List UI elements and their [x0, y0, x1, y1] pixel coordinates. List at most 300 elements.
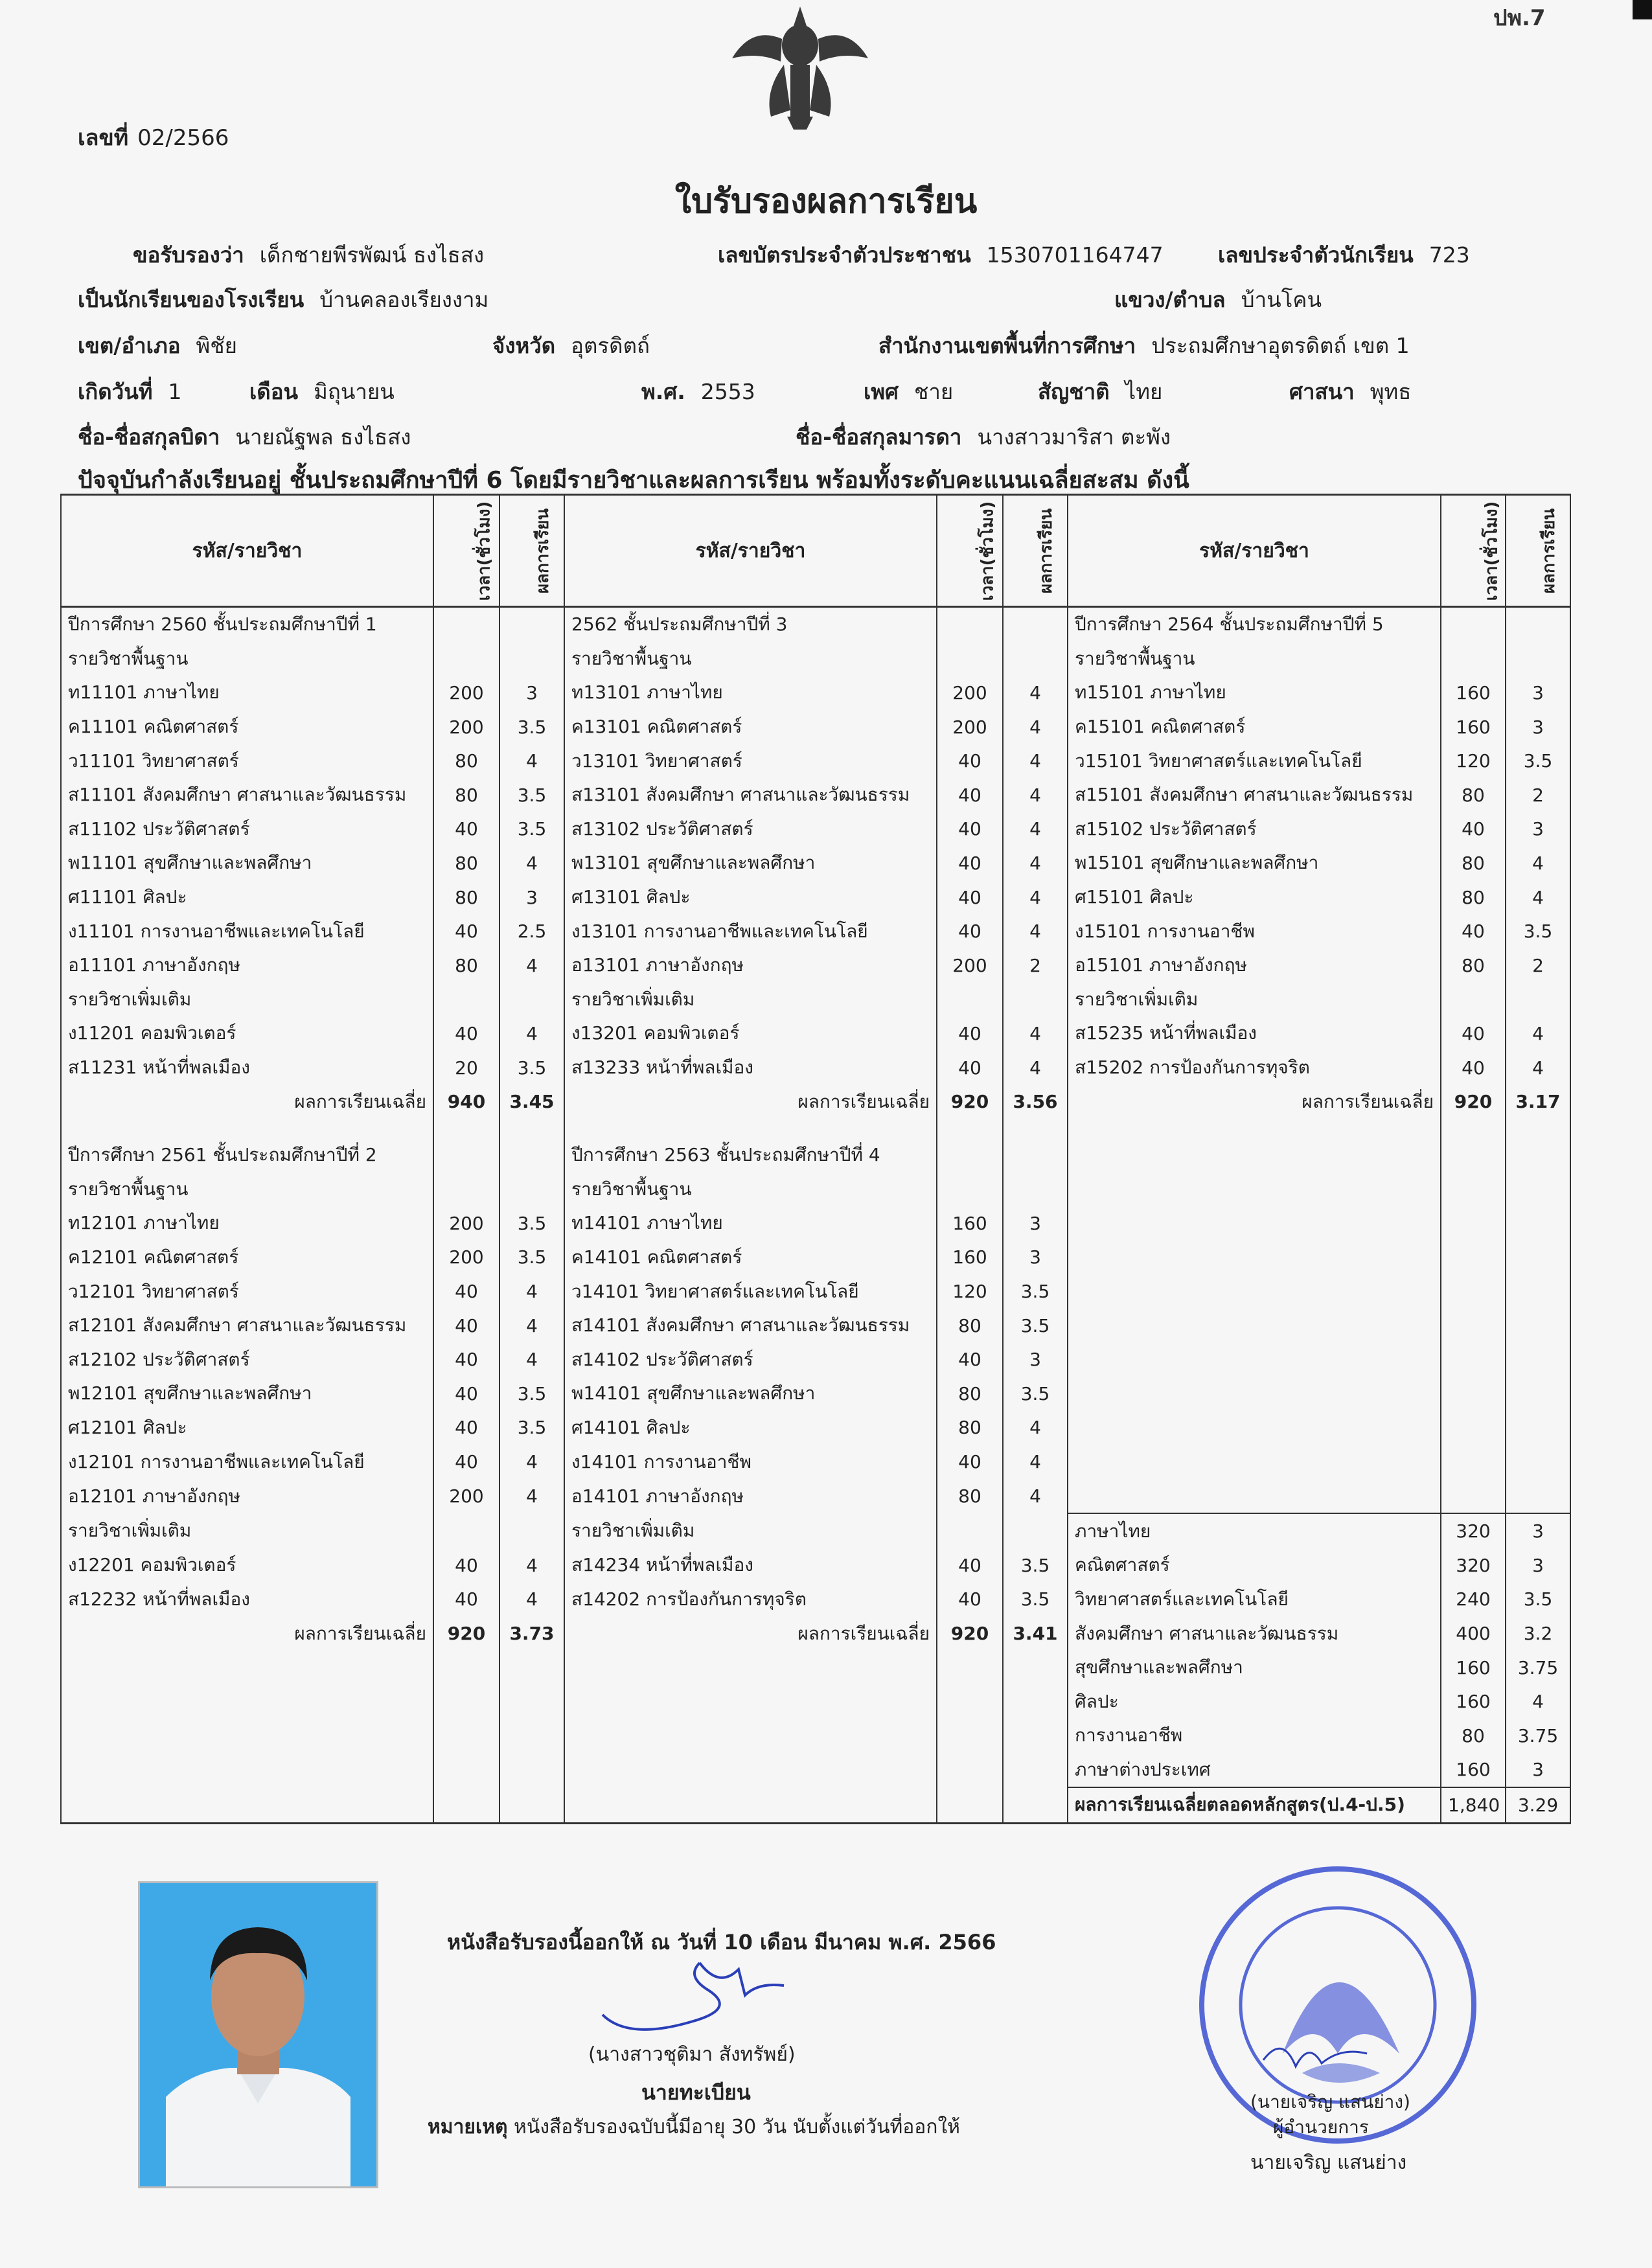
subject-cell: ส13233 หน้าที่พลเมือง: [564, 1051, 937, 1085]
subject-cell: ง11201 คอมพิวเตอร์: [61, 1016, 433, 1051]
table-row: [61, 710, 1570, 744]
sex-value: ชาย: [913, 379, 954, 404]
grade-cell: 4: [499, 1274, 564, 1309]
hours-cell: 200: [433, 710, 499, 744]
mother-value: นางสาวมาริสา ตะพัง: [977, 424, 1171, 450]
nationality-value: ไทย: [1125, 379, 1163, 404]
empty-cell: [1441, 1445, 1506, 1479]
subject-cell: ส14101 สังคมศึกษา ศาสนาและวัฒนธรรม: [564, 1309, 937, 1343]
student-name: เด็กชายพีรพัฒน์ ธงไธสง: [259, 242, 485, 268]
subject-cell: อ13101 ภาษาอังกฤษ: [564, 948, 937, 983]
hours-cell: 120: [1441, 744, 1506, 778]
subject-cell: อ14101 ภาษาอังกฤษ: [564, 1479, 937, 1514]
registrar-name: (นางสาวชุติมา สังทรัพย์): [588, 2043, 796, 2066]
subject-cell: ค11101 คณิตศาสตร์: [61, 710, 433, 744]
edu-office-label: สำนักงานเขตพื้นที่การศึกษา: [878, 333, 1136, 358]
hours-cell: 40: [433, 1309, 499, 1343]
empty-cell: [937, 1684, 1003, 1719]
table-row: [61, 1173, 1570, 1207]
subject-cell: พ13101 สุขศึกษาและพลศึกษา: [564, 846, 937, 880]
birth-year-value: 2553: [700, 379, 755, 404]
table-row: [61, 1241, 1570, 1275]
hours-cell: 80: [937, 1309, 1003, 1343]
empty-cell: [433, 1753, 499, 1788]
registrar-title: นายทะเบียน: [641, 2080, 751, 2105]
table-row: [61, 1753, 1570, 1788]
empty-cell: [1441, 1411, 1506, 1445]
edu-office-value: ประถมศึกษาอุตรดิตถ์ เขต 1: [1151, 333, 1410, 358]
subject-cell: รายวิชาเพิ่มเติม: [61, 1513, 433, 1548]
total-hours: 920: [937, 1084, 1003, 1119]
grade-cell: 3.5: [1003, 1309, 1068, 1343]
hours-cell: 80: [433, 744, 499, 778]
director-printed-name: นายเจริญ แสนย่าง: [1250, 2151, 1407, 2174]
edu-office-field: [878, 328, 1410, 363]
subject-cell: ท15101 ภาษาไทย: [1068, 676, 1441, 710]
nationality-field: [1038, 374, 1162, 409]
subject-cell: ท11101 ภาษาไทย: [61, 676, 433, 710]
subject-cell: รายวิชาเพิ่มเติม: [1068, 983, 1441, 1017]
table-row: [61, 914, 1570, 948]
hours-cell: 40: [433, 1274, 499, 1309]
grade-cell: 3.5: [499, 812, 564, 847]
hours-cell: 40: [433, 1377, 499, 1411]
grade-cell: 4: [1003, 812, 1068, 847]
hours-cell: [1441, 983, 1506, 1017]
summary-grade: 4: [1506, 1684, 1570, 1719]
summary-grade: 3.75: [1506, 1651, 1570, 1685]
empty-cell: [1506, 1119, 1570, 1138]
subject-cell: ส14102 ประวัติศาสตร์: [564, 1342, 937, 1377]
header-subject-1: รหัส/รายวิชา: [61, 495, 433, 607]
hours-cell: [433, 1173, 499, 1207]
remark: [428, 2112, 960, 2142]
hours-cell: 120: [937, 1274, 1003, 1309]
grade-cell: 4: [499, 1309, 564, 1343]
hours-cell: 40: [937, 778, 1003, 812]
hours-cell: 40: [937, 914, 1003, 948]
certify-field: [133, 238, 484, 272]
empty-cell: [499, 1719, 564, 1753]
remark-text: หนังสือรับรองฉบับนี้มีอายุ 30 วัน นับตั้งแต่วันที่ออกให้: [514, 2116, 960, 2138]
empty-cell: [1068, 1274, 1441, 1309]
grade-cell: 2: [1506, 778, 1570, 812]
empty-cell: [1068, 1377, 1441, 1411]
hours-cell: 80: [1441, 948, 1506, 983]
grade-cell: 2: [1506, 948, 1570, 983]
subject-cell: ส11231 หน้าที่พลเมือง: [61, 1051, 433, 1085]
grade-cell: 4: [499, 1342, 564, 1377]
birth-month-label: เดือน: [249, 379, 299, 404]
empty-cell: [937, 1753, 1003, 1788]
summary-subject: การงานอาชีพ: [1068, 1719, 1441, 1753]
hours-cell: [433, 607, 499, 642]
grade-cell: 4: [499, 744, 564, 778]
hours-cell: 40: [937, 1016, 1003, 1051]
grade-cell: 2.5: [499, 914, 564, 948]
empty-cell: [1441, 1173, 1506, 1207]
empty-cell: [433, 1119, 499, 1138]
summary-grade: 3: [1506, 1753, 1570, 1788]
subject-cell: รายวิชาพื้นฐาน: [61, 1173, 433, 1207]
grade-cell: [1003, 983, 1068, 1017]
subject-cell: ส15101 สังคมศึกษา ศาสนาและวัฒนธรรม: [1068, 778, 1441, 812]
empty-cell: [1506, 1173, 1570, 1207]
grade-cell: [499, 1513, 564, 1548]
average-label: ผลการเรียนเฉลี่ย: [564, 1616, 937, 1651]
empty-cell: [1441, 1309, 1506, 1343]
subject-cell: ง12201 คอมพิวเตอร์: [61, 1548, 433, 1583]
subject-cell: รายวิชาเพิ่มเติม: [61, 983, 433, 1017]
average-grade: 3.41: [1003, 1616, 1068, 1651]
province-field: [492, 328, 650, 363]
school-value: บ้านคลองเรียงงาม: [319, 287, 489, 312]
nationality-label: สัญชาติ: [1038, 379, 1110, 404]
grade-cell: [1506, 642, 1570, 676]
empty-cell: [1506, 1411, 1570, 1445]
grade-cell: 4: [1003, 1411, 1068, 1445]
subject-cell: ว13101 วิทยาศาสตร์: [564, 744, 937, 778]
hours-cell: 200: [433, 1241, 499, 1275]
table-row: [61, 880, 1570, 915]
table-gap-row: [61, 1119, 1570, 1138]
summary-hours: 400: [1441, 1616, 1506, 1651]
hours-cell: 40: [937, 1583, 1003, 1617]
empty-cell: [61, 1787, 433, 1823]
average-grade: 3.17: [1506, 1084, 1570, 1119]
hours-cell: 80: [1441, 880, 1506, 915]
hours-cell: 40: [1441, 914, 1506, 948]
subject-cell: ส15202 การป้องกันการทุจริต: [1068, 1051, 1441, 1085]
hours-cell: 40: [433, 1016, 499, 1051]
hours-cell: [937, 1513, 1003, 1548]
summary-subject: ภาษาไทย: [1068, 1513, 1441, 1548]
grade-cell: 4: [1003, 778, 1068, 812]
grade-cell: 3.5: [499, 710, 564, 744]
subject-cell: ส14234 หน้าที่พลเมือง: [564, 1548, 937, 1583]
header-hours-1: เวลา(ชั่วโมง): [433, 495, 499, 607]
hours-cell: 40: [433, 914, 499, 948]
table-row: [61, 1719, 1570, 1753]
subject-cell: ศ12101 ศิลปะ: [61, 1411, 433, 1445]
table-row: [61, 846, 1570, 880]
empty-cell: [433, 1651, 499, 1685]
table-row: [61, 1616, 1570, 1651]
hours-cell: 40: [937, 812, 1003, 847]
subject-cell: อ12101 ภาษาอังกฤษ: [61, 1479, 433, 1514]
subject-cell: ปีการศึกษา 2561 ชั้นประถมศึกษาปีที่ 2: [61, 1138, 433, 1173]
grade-cell: 3: [1003, 1241, 1068, 1275]
subject-cell: ศ15101 ศิลปะ: [1068, 880, 1441, 915]
hours-cell: 200: [937, 948, 1003, 983]
religion-label: ศาสนา: [1289, 379, 1355, 404]
average-label: ผลการเรียนเฉลี่ย: [564, 1084, 937, 1119]
student-photo-image: [140, 1883, 376, 2186]
grade-cell: 2: [1003, 948, 1068, 983]
birth-year-field: [641, 374, 755, 409]
subject-cell: ง14101 การงานอาชีพ: [564, 1445, 937, 1479]
empty-cell: [1441, 1119, 1506, 1138]
hours-cell: 80: [1441, 778, 1506, 812]
empty-cell: [1441, 1206, 1506, 1241]
hours-cell: [433, 983, 499, 1017]
empty-cell: [1506, 1241, 1570, 1275]
subject-cell: ค15101 คณิตศาสตร์: [1068, 710, 1441, 744]
hours-cell: 40: [937, 1445, 1003, 1479]
subject-cell: รายวิชาพื้นฐาน: [61, 642, 433, 676]
subject-cell: ท14101 ภาษาไทย: [564, 1206, 937, 1241]
grade-cell: 3: [499, 880, 564, 915]
hours-cell: 160: [937, 1206, 1003, 1241]
hours-cell: 40: [433, 1411, 499, 1445]
table-row: [61, 1445, 1570, 1479]
hours-cell: [937, 1138, 1003, 1173]
subject-cell: ส12101 สังคมศึกษา ศาสนาและวัฒนธรรม: [61, 1309, 433, 1343]
subject-cell: 2562 ชั้นประถมศึกษาปีที่ 3: [564, 607, 937, 642]
summary-hours: 240: [1441, 1583, 1506, 1617]
empty-cell: [1068, 1445, 1441, 1479]
empty-cell: [1441, 1377, 1506, 1411]
subject-cell: ส13101 สังคมศึกษา ศาสนาและวัฒนธรรม: [564, 778, 937, 812]
empty-cell: [1003, 1684, 1068, 1719]
hours-cell: 40: [1441, 1051, 1506, 1085]
table-row: [61, 1548, 1570, 1583]
subject-cell: รายวิชาเพิ่มเติม: [564, 983, 937, 1017]
subject-cell: พ15101 สุขศึกษาและพลศึกษา: [1068, 846, 1441, 880]
hours-cell: [937, 642, 1003, 676]
subject-cell: อ15101 ภาษาอังกฤษ: [1068, 948, 1441, 983]
director-title: ผู้อำนวยการ: [1273, 2116, 1369, 2138]
subject-cell: ค14101 คณิตศาสตร์: [564, 1241, 937, 1275]
empty-cell: [1068, 1309, 1441, 1343]
religion-value: พุทธ: [1370, 379, 1412, 404]
subject-cell: ปีการศึกษา 2564 ชั้นประถมศึกษาปีที่ 5: [1068, 607, 1441, 642]
grade-cell: 4: [1003, 710, 1068, 744]
hours-cell: 200: [433, 1479, 499, 1514]
hours-cell: 40: [937, 744, 1003, 778]
empty-cell: [1506, 1274, 1570, 1309]
grade-cell: 4: [499, 1445, 564, 1479]
grade-cell: 4: [1003, 846, 1068, 880]
director-name: (นายเจริญ แสนย่าง): [1250, 2091, 1410, 2113]
hours-cell: [433, 1513, 499, 1548]
subject-cell: ศ13101 ศิลปะ: [564, 880, 937, 915]
district-value: พิชัย: [196, 333, 238, 358]
grade-cell: 3.5: [1003, 1548, 1068, 1583]
empty-cell: [1068, 1138, 1441, 1173]
summary-hours: 80: [1441, 1719, 1506, 1753]
summary-hours: 160: [1441, 1753, 1506, 1788]
certify-label: ขอรับรองว่า: [133, 242, 244, 268]
header-subject-2: รหัส/รายวิชา: [564, 495, 937, 607]
empty-cell: [1068, 1206, 1441, 1241]
subject-cell: ศ11101 ศิลปะ: [61, 880, 433, 915]
empty-cell: [1003, 1719, 1068, 1753]
subject-cell: ว15101 วิทยาศาสตร์และเทคโนโลยี: [1068, 744, 1441, 778]
table-header-row: [61, 495, 1570, 607]
grade-cell: [499, 1138, 564, 1173]
hours-cell: [1441, 607, 1506, 642]
subject-cell: ท13101 ภาษาไทย: [564, 676, 937, 710]
hours-cell: 160: [1441, 710, 1506, 744]
average-label: ผลการเรียนเฉลี่ย: [1068, 1084, 1441, 1119]
mother-field: [796, 420, 1171, 454]
grade-cell: 4: [1003, 880, 1068, 915]
subject-cell: พ11101 สุขศึกษาและพลศึกษา: [61, 846, 433, 880]
subdistrict-value: บ้านโคน: [1241, 287, 1322, 312]
empty-cell: [1068, 1479, 1441, 1514]
summary-grade: 3.75: [1506, 1719, 1570, 1753]
mother-label: ชื่อ-ชื่อสกุลมารดา: [796, 424, 962, 450]
summary-grade: 3: [1506, 1548, 1570, 1583]
subject-cell: รายวิชาพื้นฐาน: [1068, 642, 1441, 676]
hours-cell: 80: [937, 1411, 1003, 1445]
summary-subject: สังคมศึกษา ศาสนาและวัฒนธรรม: [1068, 1616, 1441, 1651]
table-row: [61, 676, 1570, 710]
birth-month-field: [249, 374, 395, 409]
school-label: เป็นนักเรียนของโรงเรียน: [78, 287, 304, 312]
grade-cell: 3: [1506, 676, 1570, 710]
grade-cell: [1506, 607, 1570, 642]
subject-cell: ส14202 การป้องกันการทุจริต: [564, 1583, 937, 1617]
total-hours: 920: [433, 1616, 499, 1651]
registrar-signature-icon: [590, 1950, 810, 2047]
hours-cell: 40: [433, 1583, 499, 1617]
empty-cell: [1506, 1206, 1570, 1241]
empty-cell: [564, 1684, 937, 1719]
grade-cell: 4: [1003, 1479, 1068, 1514]
grade-cell: 4: [1003, 1445, 1068, 1479]
student-id-value: 723: [1428, 242, 1470, 268]
student-photo: [138, 1881, 378, 2188]
summary-hours: 160: [1441, 1651, 1506, 1685]
subject-cell: ง13201 คอมพิวเตอร์: [564, 1016, 937, 1051]
national-id-label: เลขบัตรประจำตัวประชาชน: [718, 242, 971, 268]
subject-cell: ง12101 การงานอาชีพและเทคโนโลยี: [61, 1445, 433, 1479]
table-row: [61, 1787, 1570, 1823]
empty-cell: [499, 1119, 564, 1138]
grade-cell: 4: [499, 1016, 564, 1051]
empty-cell: [1506, 1445, 1570, 1479]
empty-cell: [433, 1684, 499, 1719]
issue-statement: หนังสือรับรองนี้ออกให้ ณ วันที่ 10 เดือน มีนาคม พ.ศ. 2566: [447, 1930, 996, 1954]
empty-cell: [1441, 1342, 1506, 1377]
table-row: [61, 1377, 1570, 1411]
empty-cell: [499, 1684, 564, 1719]
national-id-value: 1530701164747: [986, 242, 1164, 268]
average-grade: 3.56: [1003, 1084, 1068, 1119]
subject-cell: ง13101 การงานอาชีพและเทคโนโลยี: [564, 914, 937, 948]
table-row: [61, 607, 1570, 642]
grade-cell: 3: [1506, 710, 1570, 744]
hours-cell: 40: [433, 1342, 499, 1377]
empty-cell: [1441, 1274, 1506, 1309]
hours-cell: [433, 1138, 499, 1173]
overall-hours: 1,840: [1441, 1787, 1506, 1823]
grade-cell: [499, 1173, 564, 1207]
empty-cell: [937, 1119, 1003, 1138]
subject-cell: ส13102 ประวัติศาสตร์: [564, 812, 937, 847]
grade-cell: [1003, 1138, 1068, 1173]
scan-edge-mark: [1633, 0, 1652, 19]
hours-cell: [937, 607, 1003, 642]
header-subject-3: รหัส/รายวิชา: [1068, 495, 1441, 607]
hours-cell: 80: [433, 778, 499, 812]
hours-cell: [433, 642, 499, 676]
empty-cell: [1003, 1119, 1068, 1138]
empty-cell: [499, 1787, 564, 1823]
grade-cell: 4: [499, 846, 564, 880]
grade-cell: 4: [1506, 1016, 1570, 1051]
grade-cell: 4: [499, 1548, 564, 1583]
grade-cell: [1003, 642, 1068, 676]
grade-cell: [499, 983, 564, 1017]
empty-cell: [1003, 1651, 1068, 1685]
total-hours: 920: [1441, 1084, 1506, 1119]
empty-cell: [1506, 1377, 1570, 1411]
summary-subject: วิทยาศาสตร์และเทคโนโลยี: [1068, 1583, 1441, 1617]
grade-cell: 4: [1506, 1051, 1570, 1085]
subdistrict-field: [1114, 282, 1322, 317]
grade-cell: 3.5: [499, 1051, 564, 1085]
subject-cell: ว11101 วิทยาศาสตร์: [61, 744, 433, 778]
subject-cell: รายวิชาเพิ่มเติม: [564, 1513, 937, 1548]
total-hours: 940: [433, 1084, 499, 1119]
overall-average-label: ผลการเรียนเฉลี่ยตลอดหลักสูตร(ป.4-ป.5): [1068, 1787, 1441, 1823]
subject-cell: รายวิชาพื้นฐาน: [564, 642, 937, 676]
birth-month-value: มิถุนายน: [314, 379, 395, 404]
subject-cell: ส12232 หน้าที่พลเมือง: [61, 1583, 433, 1617]
header-grade-3: ผลการเรียน: [1506, 495, 1570, 607]
empty-cell: [499, 1651, 564, 1685]
birth-year-label: พ.ศ.: [641, 379, 685, 404]
table-row: [61, 1016, 1570, 1051]
grade-cell: 3.5: [1506, 744, 1570, 778]
table-row: [61, 983, 1570, 1017]
grade-cell: 4: [1003, 914, 1068, 948]
grade-cell: 4: [1506, 880, 1570, 915]
grade-cell: 4: [1003, 744, 1068, 778]
grade-cell: 3.5: [1003, 1274, 1068, 1309]
subject-cell: ค13101 คณิตศาสตร์: [564, 710, 937, 744]
table-row: [61, 1138, 1570, 1173]
father-label: ชื่อ-ชื่อสกุลบิดา: [78, 424, 220, 450]
subject-cell: อ11101 ภาษาอังกฤษ: [61, 948, 433, 983]
empty-cell: [1506, 1309, 1570, 1343]
birth-day-value: 1: [168, 379, 182, 404]
district-label: เขต/อำเภอ: [78, 333, 181, 358]
table-row: [61, 1651, 1570, 1685]
hours-cell: 40: [1441, 1016, 1506, 1051]
document-number-value: 02/2566: [137, 125, 229, 151]
grade-cell: 4: [499, 1583, 564, 1617]
summary-subject: ศิลปะ: [1068, 1684, 1441, 1719]
average-label: ผลการเรียนเฉลี่ย: [61, 1616, 433, 1651]
subject-cell: ว14101 วิทยาศาสตร์และเทคโนโลยี: [564, 1274, 937, 1309]
birth-day-label: เกิดวันที่: [78, 379, 153, 404]
grade-cell: 4: [1003, 1051, 1068, 1085]
empty-cell: [61, 1719, 433, 1753]
average-label: ผลการเรียนเฉลี่ย: [61, 1084, 433, 1119]
subject-cell: รายวิชาพื้นฐาน: [564, 1173, 937, 1207]
grade-cell: [499, 607, 564, 642]
summary-subject: ภาษาต่างประเทศ: [1068, 1753, 1441, 1788]
grade-cell: [1003, 1513, 1068, 1548]
hours-cell: 80: [937, 1377, 1003, 1411]
summary-hours: 160: [1441, 1684, 1506, 1719]
hours-cell: [937, 983, 1003, 1017]
empty-cell: [937, 1651, 1003, 1685]
